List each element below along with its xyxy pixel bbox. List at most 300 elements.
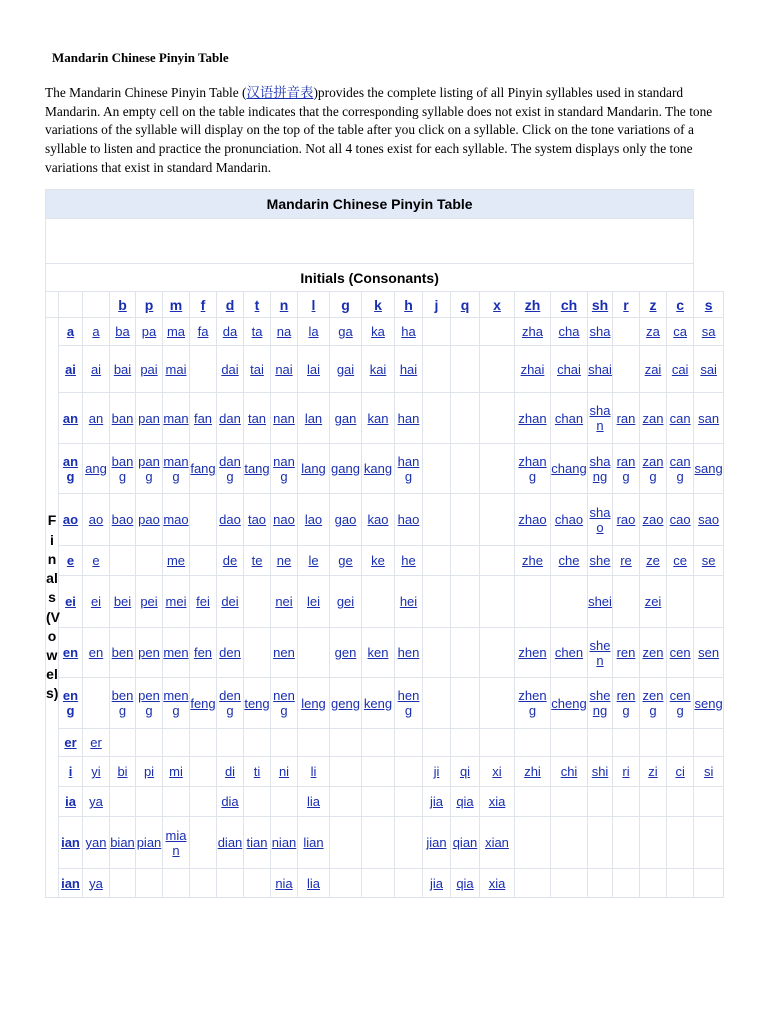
syllable-cell	[694, 318, 724, 346]
syllable-link[interactable]: si	[703, 764, 714, 779]
syllable-link[interactable]: bang	[111, 453, 134, 484]
syllable-link[interactable]: lao	[304, 512, 323, 527]
syllable-link[interactable]: dang	[219, 453, 241, 484]
syllable-link[interactable]: dei	[221, 594, 239, 609]
syllable-link[interactable]: ca	[673, 324, 687, 339]
syllable-link[interactable]: bao	[111, 512, 134, 527]
syllable-link[interactable]: ao	[88, 512, 104, 527]
initial-s-link[interactable]: s	[704, 296, 713, 313]
syllable-link[interactable]: sao	[698, 512, 720, 527]
syllable-cell	[190, 729, 217, 757]
syllable-link[interactable]: pan	[138, 410, 160, 426]
syllable-link[interactable]: ji	[433, 764, 440, 779]
syllable-cell	[588, 393, 613, 444]
syllable-cell	[640, 869, 667, 898]
syllable-link[interactable]: nao	[273, 512, 295, 527]
syllable-link[interactable]: pi	[143, 764, 155, 779]
syllable-link[interactable]: mei	[165, 594, 187, 609]
syllable-cell	[217, 757, 244, 787]
initial-t-link[interactable]: t	[254, 296, 260, 313]
syllable-link[interactable]: xi	[492, 764, 502, 779]
syllable-link[interactable]: lei	[306, 594, 320, 609]
syllable-cell	[480, 817, 515, 869]
syllable-link[interactable]: peng	[138, 688, 160, 718]
syllable-link[interactable]: mang	[163, 453, 189, 484]
final-row	[46, 444, 724, 494]
syllable-link[interactable]: fan	[193, 410, 213, 426]
syllable-link[interactable]: bai	[113, 361, 132, 377]
syllable-link[interactable]: dai	[221, 361, 239, 377]
syllable-cell	[588, 346, 613, 393]
syllable-cell	[362, 729, 395, 757]
initial-l-link[interactable]: l	[311, 296, 316, 313]
syllable-link[interactable]: men	[163, 645, 189, 660]
syllable-link[interactable]: man	[163, 410, 189, 426]
initial-d-link[interactable]: d	[225, 296, 235, 313]
syllable-link[interactable]: le	[308, 553, 319, 568]
syllable-link[interactable]: cha	[558, 324, 580, 339]
syllable-link[interactable]: pa	[141, 324, 157, 339]
final-ai-link[interactable]: ai	[65, 361, 76, 377]
syllable-link[interactable]: pao	[138, 512, 160, 527]
syllable-link[interactable]: e	[92, 553, 100, 568]
final-ang-link[interactable]: ang	[62, 453, 79, 484]
syllable-link[interactable]: fen	[193, 645, 213, 660]
syllable-cell	[588, 817, 613, 869]
syllable-cell	[551, 318, 588, 346]
syllable-cell	[110, 729, 136, 757]
syllable-link[interactable]: kang	[363, 461, 393, 476]
syllable-link[interactable]: heng	[397, 688, 420, 718]
page-title: Mandarin Chinese Pinyin Table	[52, 50, 229, 65]
syllable-link[interactable]: ne	[276, 553, 292, 568]
syllable-link[interactable]: qia	[456, 875, 474, 891]
syllable-link[interactable]: zheng	[518, 688, 547, 718]
final-ei-link[interactable]: ei	[65, 594, 76, 609]
syllable-link[interactable]: na	[276, 324, 292, 339]
syllable-link[interactable]: ci	[675, 764, 685, 779]
syllable-link[interactable]: en	[88, 645, 104, 660]
syllable-link[interactable]: shen	[589, 637, 611, 668]
syllable-link[interactable]: hai	[399, 361, 418, 377]
syllable-cell	[667, 546, 694, 576]
syllable-link[interactable]: han	[397, 410, 420, 426]
syllable-link[interactable]: mai	[165, 361, 187, 377]
syllable-link[interactable]: teng	[244, 695, 270, 711]
syllable-link[interactable]: reng	[616, 688, 636, 718]
syllable-link[interactable]: cheng	[551, 695, 587, 711]
syllable-link[interactable]: gan	[334, 410, 357, 426]
syllable-link[interactable]: ti	[253, 764, 261, 779]
syllable-link[interactable]: dan	[219, 410, 241, 426]
syllable-link[interactable]: tai	[250, 361, 264, 377]
syllable-link[interactable]: di	[224, 764, 236, 779]
syllable-link[interactable]: ang	[85, 461, 107, 476]
syllable-link[interactable]: nei	[275, 594, 293, 609]
syllable-link[interactable]: jia	[429, 875, 443, 891]
initial-h-link[interactable]: h	[404, 296, 413, 313]
initial-x-link[interactable]: x	[493, 296, 501, 313]
syllable-link[interactable]: sa	[701, 324, 716, 339]
syllable-cell	[451, 494, 480, 546]
syllable-link[interactable]: he	[401, 553, 416, 568]
syllable-link[interactable]: a	[92, 324, 100, 339]
syllable-link[interactable]: tao	[247, 512, 267, 527]
syllable-link[interactable]: mao	[163, 512, 189, 527]
syllable-link[interactable]: yan	[85, 835, 107, 850]
syllable-link[interactable]: an	[88, 410, 104, 426]
syllable-link[interactable]: hang	[397, 453, 420, 484]
syllable-link[interactable]: fa	[197, 324, 209, 339]
final-ia-link[interactable]: ia	[65, 794, 76, 809]
syllable-link[interactable]: nang	[273, 453, 295, 484]
syllable-link[interactable]: cen	[669, 645, 691, 660]
syllable-link[interactable]: che	[558, 553, 580, 568]
syllable-link[interactable]: qia	[456, 794, 474, 809]
initial-ch-link[interactable]: ch	[560, 296, 578, 313]
syllable-link[interactable]: chi	[560, 764, 578, 779]
syllable-link[interactable]: san	[698, 410, 720, 426]
syllable-link[interactable]: xia	[488, 875, 506, 891]
syllable-link[interactable]: feng	[190, 695, 216, 711]
syllable-link[interactable]: pai	[140, 361, 158, 377]
syllable-link[interactable]: zhan	[518, 410, 547, 426]
initial-q-link[interactable]: q	[460, 296, 470, 313]
syllable-link[interactable]: gen	[334, 645, 357, 660]
syllable-link[interactable]: lian	[303, 835, 324, 850]
syllable-link[interactable]: ma	[166, 324, 186, 339]
syllable-link[interactable]: gao	[334, 512, 357, 527]
syllable-link[interactable]: ai	[90, 361, 102, 377]
syllable-link[interactable]: jia	[429, 794, 443, 809]
syllable-cell	[423, 318, 451, 346]
syllable-link[interactable]: cang	[669, 453, 691, 484]
syllable-link[interactable]: ban	[111, 410, 134, 426]
syllable-cell	[694, 787, 724, 817]
syllable-link[interactable]: ren	[616, 645, 636, 660]
syllable-link[interactable]: nian	[271, 835, 297, 850]
syllable-cell	[136, 817, 163, 869]
syllable-cell	[217, 444, 244, 494]
syllable-link[interactable]: jian	[426, 835, 447, 850]
syllable-cell	[613, 393, 640, 444]
syllable-link[interactable]: sai	[700, 361, 717, 377]
syllable-cell	[330, 729, 362, 757]
syllable-link[interactable]: zhen	[518, 645, 547, 660]
syllable-link[interactable]: li	[310, 764, 317, 779]
syllable-cell	[423, 817, 451, 869]
syllable-cell	[190, 546, 217, 576]
syllable-cell	[395, 787, 423, 817]
syllable-link[interactable]: meng	[163, 688, 189, 718]
initial-sh-link[interactable]: sh	[591, 296, 609, 313]
initial-zh-link[interactable]: zh	[524, 296, 541, 313]
syllable-link[interactable]: lia	[306, 794, 320, 809]
syllable-cell	[110, 869, 136, 898]
syllable-link[interactable]: cai	[671, 361, 689, 377]
syllable-cell	[515, 444, 551, 494]
syllable-link[interactable]: fang	[190, 461, 216, 476]
syllable-link[interactable]: zhao	[518, 512, 547, 527]
initial-b-link[interactable]: b	[118, 296, 127, 313]
syllable-link[interactable]: xian	[485, 835, 509, 850]
syllable-link[interactable]: zen	[642, 645, 664, 660]
syllable-cell	[298, 444, 330, 494]
syllable-link[interactable]: ri	[622, 764, 630, 779]
syllable-cell	[694, 494, 724, 546]
final-eng-link[interactable]: eng	[62, 688, 79, 718]
syllable-link[interactable]: lan	[304, 410, 323, 426]
syllable-link[interactable]: cao	[669, 512, 691, 527]
syllable-link[interactable]: zha	[522, 324, 543, 339]
syllable-link[interactable]: kai	[369, 361, 387, 377]
syllable-cell	[588, 729, 613, 757]
syllable-link[interactable]: sheng	[589, 688, 611, 718]
syllable-cell	[613, 757, 640, 787]
syllable-cell	[298, 628, 330, 678]
syllable-link[interactable]: ka	[371, 324, 385, 339]
initial-j-link[interactable]: j	[434, 296, 439, 313]
syllable-cell	[395, 729, 423, 757]
final-ao-link[interactable]: ao	[62, 512, 79, 527]
syllable-link[interactable]: sha	[589, 324, 611, 339]
syllable-cell	[271, 817, 298, 869]
syllable-link[interactable]: zan	[642, 410, 664, 426]
syllable-link[interactable]: gai	[336, 361, 355, 377]
syllable-link[interactable]: leng	[301, 695, 326, 711]
syllable-link[interactable]: ge	[338, 553, 353, 568]
syllable-cell	[667, 678, 694, 729]
syllable-link[interactable]: chan	[554, 410, 584, 426]
syllable-cell	[480, 869, 515, 898]
syllable-link[interactable]: gang	[331, 461, 360, 476]
syllable-cell	[613, 444, 640, 494]
syllable-cell	[330, 787, 362, 817]
initial-c-link[interactable]: c	[676, 296, 685, 313]
syllable-link[interactable]: zi	[648, 764, 658, 779]
syllable-link[interactable]: shan	[589, 403, 611, 433]
syllable-cell	[423, 628, 451, 678]
syllable-link[interactable]: chai	[557, 361, 581, 377]
syllable-link[interactable]: ba	[115, 324, 130, 339]
initials-header: Initials (Consonants)	[46, 264, 694, 292]
syllable-link[interactable]: mian	[165, 827, 187, 858]
syllable-link[interactable]: se	[701, 553, 716, 568]
syllable-link[interactable]: nan	[273, 410, 295, 426]
syllable-link[interactable]: dao	[219, 512, 241, 527]
syllable-link[interactable]: zei	[644, 594, 662, 609]
final-e-link[interactable]: e	[66, 553, 75, 568]
syllable-link[interactable]: za	[646, 324, 660, 339]
syllable-link[interactable]: rang	[616, 453, 636, 484]
syllable-cell	[613, 576, 640, 628]
final-row	[46, 393, 724, 444]
syllable-link[interactable]: la	[308, 324, 319, 339]
syllable-link[interactable]: gei	[336, 594, 355, 609]
syllable-link[interactable]: shao	[589, 504, 611, 535]
syllable-link[interactable]: kan	[367, 410, 389, 426]
syllable-link[interactable]: zao	[642, 512, 664, 527]
syllable-link[interactable]: xia	[488, 794, 506, 809]
syllable-link[interactable]: zeng	[642, 688, 664, 718]
syllable-link[interactable]: ha	[401, 324, 416, 339]
syllable-link[interactable]: nia	[275, 875, 293, 891]
syllable-link[interactable]: bei	[113, 594, 132, 609]
syllable-link[interactable]: ze	[646, 553, 660, 568]
syllable-link[interactable]: de	[222, 553, 238, 568]
syllable-link[interactable]: ya	[89, 875, 103, 891]
syllable-cell	[244, 817, 271, 869]
syllable-link[interactable]: lia	[306, 875, 320, 891]
syllable-link[interactable]: fei	[196, 594, 210, 609]
final-row	[46, 869, 724, 898]
syllable-link[interactable]: lang	[301, 461, 326, 476]
initial-r-link[interactable]: r	[623, 296, 629, 313]
syllable-link[interactable]: ni	[278, 764, 290, 779]
syllable-link[interactable]: den	[219, 645, 241, 660]
syllable-link[interactable]: bian	[110, 835, 135, 850]
syllable-link[interactable]: lai	[306, 361, 320, 377]
syllable-link[interactable]: qian	[452, 835, 478, 850]
syllable-link[interactable]: chao	[554, 512, 584, 527]
syllable-cell	[190, 817, 217, 869]
syllable-cell	[613, 869, 640, 898]
syllable-link[interactable]: ga	[338, 324, 353, 339]
syllable-link[interactable]: pang	[138, 453, 160, 484]
syllable-link[interactable]: ben	[111, 645, 134, 660]
final-label-cell	[59, 546, 83, 576]
syllable-link[interactable]: nen	[273, 645, 295, 660]
syllable-cell	[190, 393, 217, 444]
syllable-link[interactable]: me	[166, 553, 186, 568]
syllable-link[interactable]: deng	[219, 688, 241, 718]
syllable-cell	[362, 318, 395, 346]
syllable-cell	[362, 444, 395, 494]
syllable-link[interactable]: ya	[89, 794, 103, 809]
syllable-cell	[271, 869, 298, 898]
syllable-link[interactable]: ta	[251, 324, 263, 339]
syllable-link[interactable]: neng	[273, 688, 295, 718]
syllable-link[interactable]: nai	[275, 361, 293, 377]
syllable-cell	[163, 787, 190, 817]
syllable-link[interactable]: tian	[246, 835, 268, 850]
syllable-link[interactable]: tan	[247, 410, 267, 426]
syllable-link[interactable]: dia	[221, 794, 239, 809]
initial-p-link[interactable]: p	[144, 296, 154, 313]
initial-m-link[interactable]: m	[169, 296, 183, 313]
syllable-link[interactable]: hen	[397, 645, 420, 660]
syllable-cell	[667, 817, 694, 869]
syllable-link[interactable]: ran	[616, 410, 636, 426]
syllable-link[interactable]: zhang	[518, 453, 547, 484]
syllable-link[interactable]: hei	[399, 594, 418, 609]
syllable-link[interactable]: zhe	[522, 553, 543, 568]
syllable-cell	[163, 494, 190, 546]
syllable-link[interactable]: can	[669, 410, 691, 426]
syllable-cell	[640, 817, 667, 869]
final-i-link[interactable]: i	[68, 764, 73, 779]
syllable-cell	[480, 393, 515, 444]
syllable-cell	[136, 346, 163, 393]
syllable-link[interactable]: hao	[397, 512, 420, 527]
syllable-link[interactable]: rao	[616, 512, 636, 527]
syllable-link[interactable]: pian	[136, 835, 162, 850]
syllable-cell	[613, 729, 640, 757]
syllable-link[interactable]: ken	[367, 645, 389, 660]
syllable-cell	[110, 494, 136, 546]
final-ian-link[interactable]: ian	[61, 835, 80, 850]
syllable-link[interactable]: dian	[217, 835, 243, 850]
syllable-link[interactable]: zhi	[524, 764, 541, 779]
syllable-link[interactable]: ce	[673, 553, 687, 568]
syllable-link[interactable]: qi	[459, 764, 471, 779]
syllable-cell	[667, 318, 694, 346]
syllable-link[interactable]: ei	[90, 594, 102, 609]
chinese-title-link[interactable]: 汉语拼音表	[246, 85, 314, 100]
syllable-link[interactable]: seng	[694, 695, 723, 711]
initial-z-link[interactable]: z	[649, 296, 657, 313]
syllable-link[interactable]: te	[251, 553, 263, 568]
syllable-cell	[110, 444, 136, 494]
initial-n-link[interactable]: n	[279, 296, 289, 313]
syllable-link[interactable]: ceng	[669, 688, 691, 718]
initial-g-link[interactable]: g	[341, 296, 350, 313]
syllable-link[interactable]: pei	[140, 594, 158, 609]
initial-k-link[interactable]: k	[374, 296, 382, 313]
syllable-link[interactable]: shai	[588, 361, 612, 377]
syllable-link[interactable]: re	[620, 553, 632, 568]
initial-f-link[interactable]: f	[200, 296, 206, 313]
syllable-link[interactable]: chang	[551, 461, 587, 476]
syllable-link[interactable]: chen	[554, 645, 584, 660]
syllable-link[interactable]: tang	[244, 461, 270, 476]
syllable-link[interactable]: kao	[367, 512, 389, 527]
syllable-link[interactable]: yi	[91, 764, 101, 779]
syllable-link[interactable]: geng	[331, 695, 360, 711]
final-an-link[interactable]: an	[62, 410, 79, 426]
syllable-link[interactable]: er	[90, 735, 102, 750]
syllable-link[interactable]: da	[222, 324, 238, 339]
syllable-cell	[551, 546, 588, 576]
syllable-cell	[551, 817, 588, 869]
syllable-cell	[362, 494, 395, 546]
syllable-cell	[588, 576, 613, 628]
syllable-link[interactable]: bi	[117, 764, 128, 779]
syllable-link[interactable]: sang	[694, 461, 723, 476]
syllable-link[interactable]: sen	[698, 645, 720, 660]
syllable-link[interactable]: she	[589, 553, 611, 568]
syllable-link[interactable]: zang	[642, 453, 664, 484]
final-ian-link[interactable]: ian	[61, 875, 80, 891]
syllable-link[interactable]: mi	[169, 764, 183, 779]
final-en-link[interactable]: en	[62, 645, 79, 660]
syllable-link[interactable]: shang	[589, 453, 611, 484]
syllable-cell	[451, 817, 480, 869]
syllable-cell	[83, 546, 110, 576]
final-a-link[interactable]: a	[66, 324, 75, 339]
syllable-link[interactable]: shei	[588, 594, 612, 609]
syllable-link[interactable]: shi	[591, 764, 609, 779]
syllable-cell	[298, 729, 330, 757]
final-er-link[interactable]: er	[64, 735, 77, 750]
syllable-link[interactable]: zai	[644, 361, 662, 377]
syllable-link[interactable]: pen	[138, 645, 160, 660]
syllable-cell	[515, 318, 551, 346]
syllable-link[interactable]: ke	[371, 553, 385, 568]
syllable-link[interactable]: keng	[363, 695, 393, 711]
syllable-link[interactable]: beng	[111, 688, 134, 718]
syllable-link[interactable]: zhai	[520, 361, 545, 377]
